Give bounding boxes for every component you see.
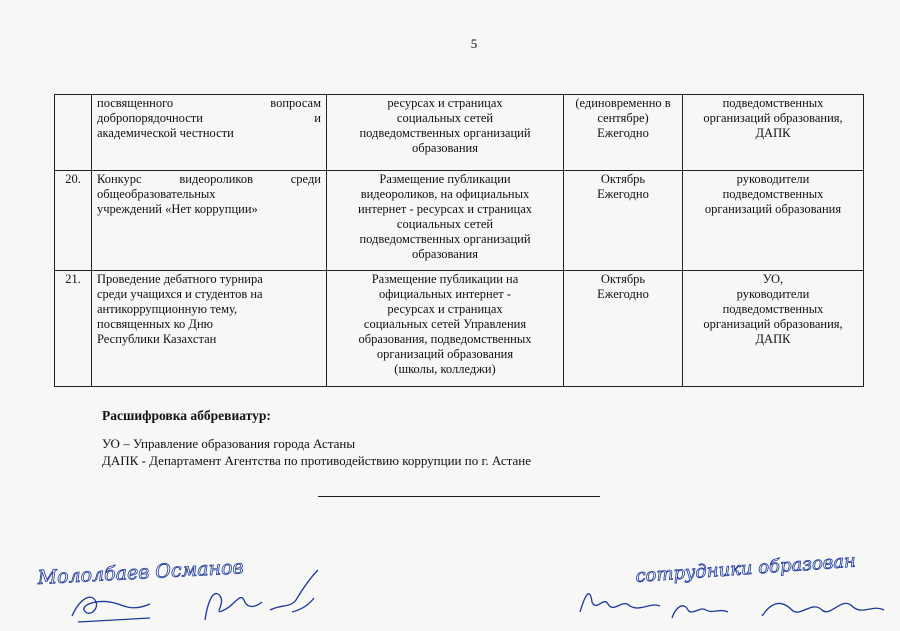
deadline-line: Ежегодно [597,126,649,140]
row-number-cell: 20. [55,171,92,271]
page-number: 5 [470,36,478,51]
responsible-cell [683,95,864,171]
responsible-line: организаций образования, [703,111,843,125]
responsible-line: ДАПК [755,332,791,346]
table-row [55,171,864,271]
abbreviation-uo: УО – Управление образования города Астаны [102,436,356,451]
measure-name-line: Конкурс видеороликов среди [97,172,321,186]
signature-1 [72,597,150,622]
measure-name-line: общеобразовательных [97,187,216,201]
signature-5 [672,606,728,618]
table-row [55,95,864,171]
row-number-cell [55,95,92,171]
publication-info-line: социальных сетей Управления [363,317,527,331]
signature-note-right: сотрудники образован [634,550,857,587]
measure-name-line: Проведение дебатного турнира [97,272,263,286]
publication-info-cell [327,95,564,171]
signature-4 [580,594,660,612]
publication-info-cell [327,171,564,271]
handwritten-signatures [0,540,900,631]
deadline-line: (единовременно в [575,96,671,110]
table-row [55,271,864,387]
deadline-line: Ежегодно [597,187,649,201]
responsible-line: организаций образования [704,202,842,216]
measure-name-line: Республики Казахстан [97,332,217,346]
publication-info-line: образования, подведомственных [358,332,532,346]
publication-info-line: образования [412,141,478,155]
publication-info-line: интернет - ресурсах и страницах [357,202,532,216]
responsible-line: руководители [736,172,810,186]
separator-line [318,496,600,497]
publication-info-line: подведомственных организаций [359,126,531,140]
deadline-line: Октябрь [600,172,646,186]
publication-info-line: социальных сетей [396,111,494,125]
publication-info-line: социальных сетей [396,217,494,231]
abbreviations-title: Расшифровка аббревиатур: [102,408,271,423]
deadline-cell [564,171,683,271]
publication-info-line: официальных интернет - [378,287,512,301]
signature-6 [762,603,884,616]
deadline-line: Ежегодно [597,287,649,301]
signature-3 [270,570,318,612]
publication-info-line: организаций образования [376,347,514,361]
responsible-cell [683,271,864,387]
measure-name-line: антикоррупционную тему, [97,302,238,316]
measure-name-cell [92,271,327,387]
publication-info-line: ресурсах и страницах [387,302,503,316]
measure-name-line: посвященного вопросам [97,96,321,110]
deadline-cell [564,271,683,387]
measure-name-line: академической честности [97,126,234,140]
measures-table-body [55,95,864,387]
measure-name-cell [92,171,327,271]
measure-name-line: учреждений «Нет коррупции» [97,202,258,216]
measure-name-cell [92,95,327,171]
measure-name-line: среди учащихся и студентов на [97,287,263,301]
publication-info-cell [327,271,564,387]
responsible-line: подведомственных [722,187,824,201]
responsible-line: руководители [736,287,810,301]
responsible-line: организаций образования, [703,317,843,331]
publication-info-line: ресурсах и страницах [387,96,503,110]
measure-name-line: посвященных ко Дню [97,317,213,331]
measures-table [54,94,864,387]
signature-2 [205,593,262,620]
responsible-line: подведомственных [722,302,824,316]
deadline-line: Октябрь [600,272,646,286]
publication-info-line: Размещение публикации на [371,272,519,286]
publication-info-line: Размещение публикации [379,172,511,186]
responsible-line: подведомственных [722,96,824,110]
responsible-line: ДАПК [755,126,791,140]
responsible-line: УО, [762,272,784,286]
deadline-line: сентябре) [597,111,649,125]
abbreviation-dapk: ДАПК - Департамент Агентства по противодействию коррупции по г. Астане [102,453,532,468]
publication-info-line: видеороликов, на официальных [360,187,530,201]
publication-info-line: (школы, колледжи) [394,362,496,376]
signature-names-left: Мололбаев Османов [37,556,245,589]
responsible-cell [683,171,864,271]
publication-info-line: подведомственных организаций [359,232,531,246]
row-number-cell: 21. [55,271,92,387]
measure-name-line: добропорядочности и [97,111,321,125]
publication-info-line: образования [412,247,478,261]
deadline-cell [564,95,683,171]
